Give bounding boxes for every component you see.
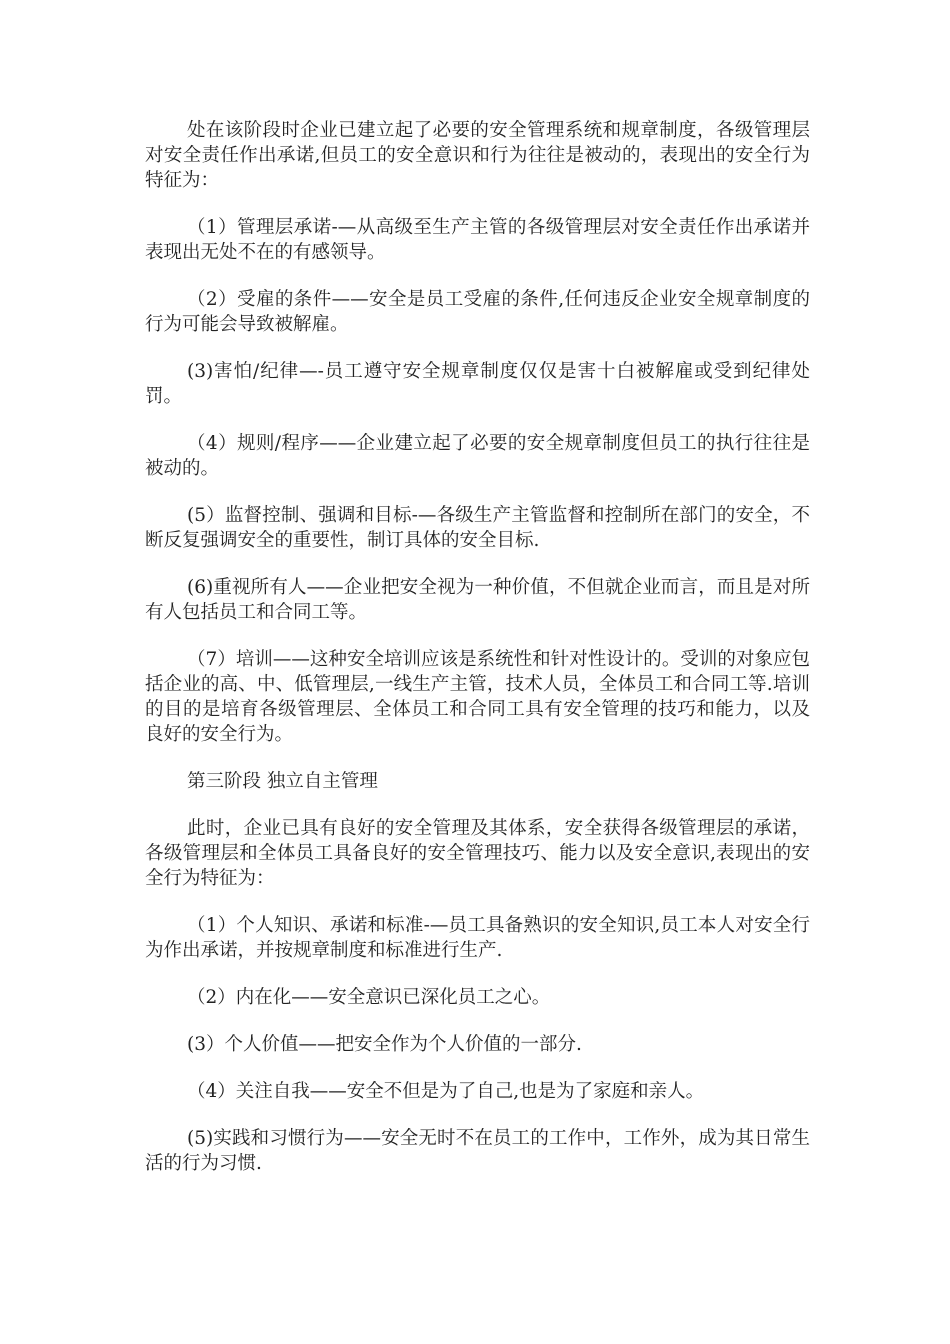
list-item-personal-knowledge: （1）个人知识、承诺和标准-—员工具备熟识的安全知识,员工本人对安全行为作出承诺，并按规章制度和标准进行生产.	[145, 915, 810, 961]
list-item-supervision: (5）监督控制、强调和目标-—各级生产主管监督和控制所在部门的安全，不断反复强调安全的重要性，制订具体的安全目标.	[145, 505, 810, 551]
list-item-fear-discipline: (3)害怕/纪律—-员工遵守安全规章制度仅仅是害十白被解雇或受到纪律处罚。	[145, 361, 810, 407]
list-item-habits: (5)实践和习惯行为——安全无时不在员工的工作中，工作外，成为其日常生活的行为习惯.	[145, 1128, 810, 1174]
list-item-management-commitment: （1）管理层承诺-—从高级至生产主管的各级管理层对安全责任作出承诺并表现出无处不在的有感领导。	[145, 217, 810, 263]
list-item-employment-condition: （2）受雇的条件——安全是员工受雇的条件,任何违反企业安全规章制度的行为可能会导致被解雇。	[145, 289, 810, 335]
document-page	[145, 118, 810, 1198]
intro-paragraph: 处在该阶段时企业已建立起了必要的安全管理系统和规章制度，各级管理层对安全责任作出承诺,但员工的安全意识和行为往往是被动的，表现出的安全行为特征为：	[145, 120, 810, 191]
list-item-internalization: （2）内在化——安全意识已深化员工之心。	[187, 987, 551, 1008]
list-item-personal-value: (3）个人价值——把安全作为个人价值的一部分.	[187, 1034, 582, 1055]
list-item-self-care: （4）关注自我——安全不但是为了自己,也是为了家庭和亲人。	[187, 1081, 705, 1102]
section-heading: 第三阶段 独立自主管理	[187, 771, 378, 792]
stage-three-intro: 此时，企业已具有良好的安全管理及其体系，安全获得各级管理层的承诺，各级管理层和全体员工具备良好的安全管理技巧、能力以及安全意识,表现出的安全行为特征为：	[145, 818, 810, 889]
list-item-value-everyone: (6)重视所有人——企业把安全视为一种价值，不但就企业而言，而且是对所有人包括员工和合同工等。	[145, 577, 810, 623]
list-item-training: （7）培训——这种安全培训应该是系统性和针对性设计的。受训的对象应包括企业的高、中、低管理层,一线生产主管，技术人员，全体员工和合同工等.培训的目的是培育各级管理层、全体员工和合同工具有安全管理的技巧和能力，以及良好的安全行为。	[145, 649, 810, 745]
list-item-rules-procedures: （4）规则/程序——企业建立起了必要的安全规章制度但员工的执行往往是被动的。	[145, 433, 810, 479]
